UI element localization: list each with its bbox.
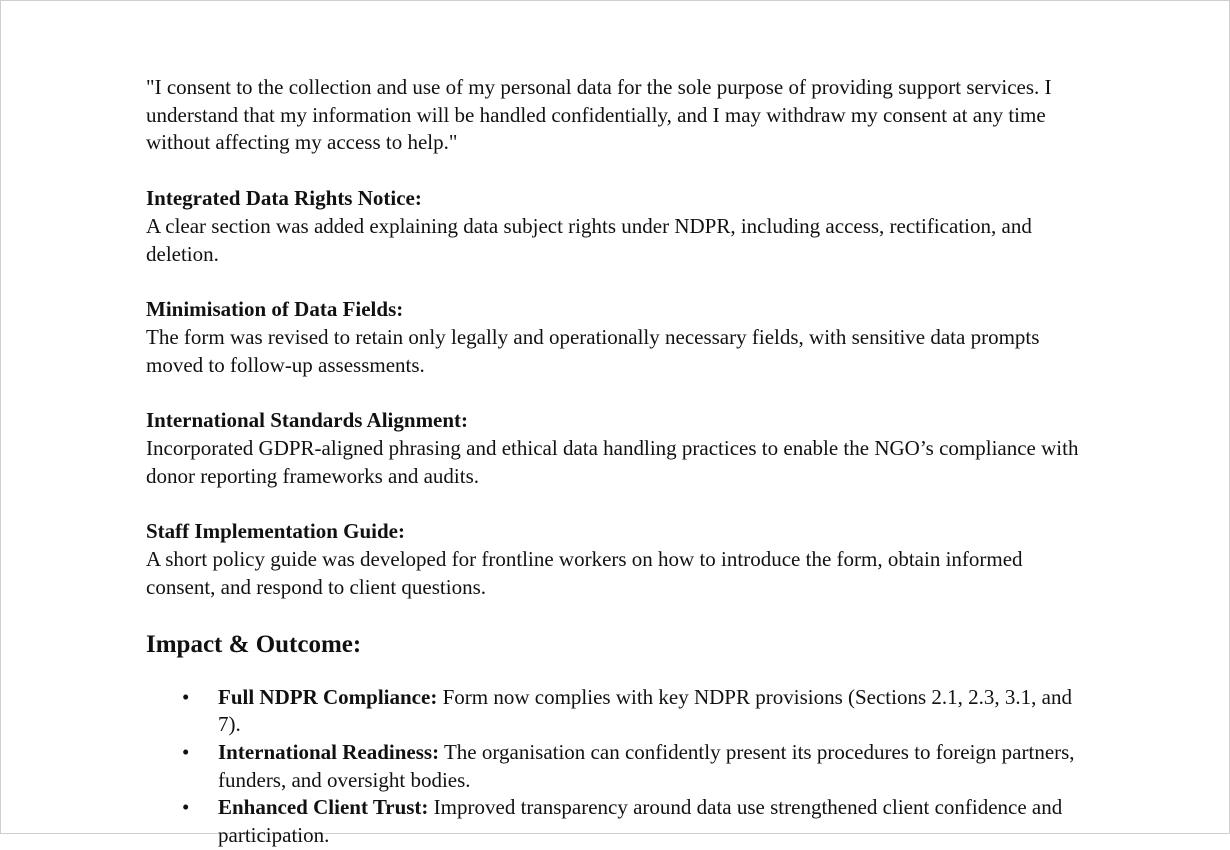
- section-body: Incorporated GDPR-aligned phrasing and ethical data handling practices to enable the NGO’s compliance with donor reporting frameworks and audits.: [146, 436, 1079, 488]
- section-body: A short policy guide was developed for frontline workers on how to introduce the form, obtain informed consent, and respond to client questions.: [146, 547, 1023, 599]
- section-standards-alignment: [146, 407, 1086, 490]
- impact-item-text: Form now complies with key NDPR provisions (Sections 2.1, 2.3, 3.1, and 7).: [218, 684, 1072, 737]
- bullet-icon: •: [182, 739, 190, 764]
- document-content: [146, 74, 1086, 850]
- list-item: [146, 684, 1086, 739]
- section-body: A clear section was added explaining data subject rights under NDPR, including access, rectification, and deletion.: [146, 213, 1032, 266]
- bullet-icon: •: [182, 795, 190, 820]
- impact-list: [146, 684, 1086, 850]
- list-item: [146, 794, 1086, 849]
- impact-item-text: The organisation can confidently present its procedures to foreign partners, funders, and oversight bodies.: [218, 739, 1075, 792]
- bullet-icon: •: [182, 684, 190, 709]
- impact-item-text: Improved transparency around data use strengthened client confidence and participation.: [218, 795, 1063, 848]
- section-heading: Staff Implementation Guide:: [146, 519, 405, 544]
- section-staff-guide: [146, 518, 1086, 601]
- section-data-minimisation: [146, 296, 1086, 379]
- impact-item-label: Enhanced Client Trust:: [218, 795, 429, 820]
- section-body: The form was revised to retain only legally and operationally necessary fields, with sensitive data prompts moved to follow-up assessments.: [146, 324, 1040, 377]
- section-heading: Integrated Data Rights Notice:: [146, 186, 422, 211]
- section-data-rights-notice: [146, 185, 1086, 268]
- consent-quote: "I consent to the collection and use of my personal data for the sole purpose of providing support services. I understand that my information will be handled confidentially, and I may withdraw my consent at any time without affecting my access to help.": [146, 75, 1052, 155]
- section-heading: Minimisation of Data Fields:: [146, 297, 404, 322]
- section-heading: International Standards Alignment:: [146, 408, 469, 433]
- impact-item-label: International Readiness:: [218, 739, 440, 764]
- impact-heading: Impact & Outcome:: [146, 630, 362, 658]
- list-item: [146, 739, 1086, 794]
- impact-item-label: Full NDPR Compliance:: [218, 684, 438, 709]
